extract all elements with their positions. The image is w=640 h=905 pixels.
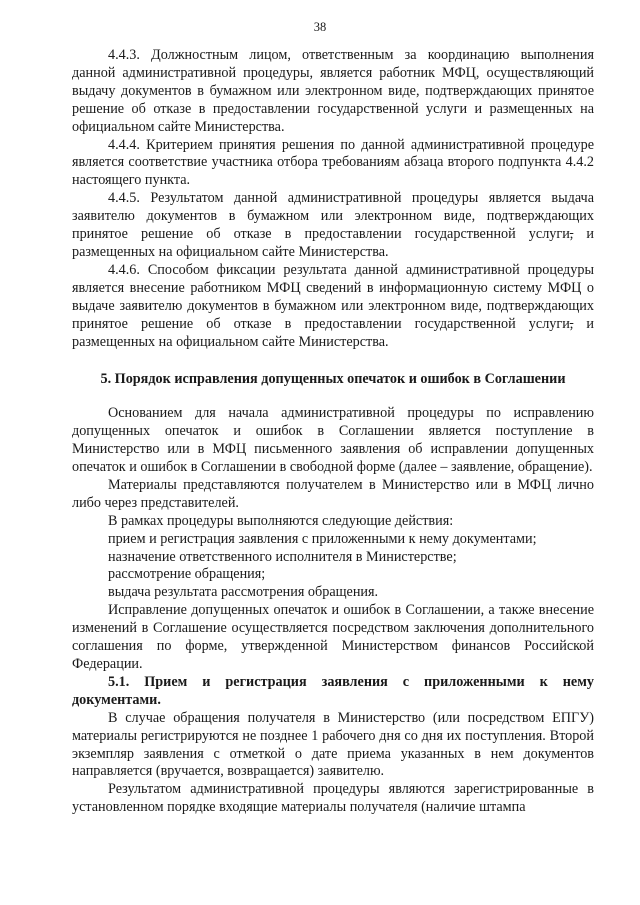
document-body xyxy=(72,47,594,817)
action-item: рассмотрение обращения; xyxy=(108,566,266,583)
paragraph-5-actions-intro: В рамках процедуры выполняются следующие действия: xyxy=(108,512,454,529)
page-number: 38 xyxy=(313,20,327,34)
paragraph-4-4-5 xyxy=(72,190,594,262)
paragraph-4-4-5-text-a: 4.4.5. Результатом данной административной процедуры является выдача заявителю документов в бумажном или электронном виде, подтверждающих принятое решение об отказе в предоставлении государственной услуги xyxy=(72,190,594,243)
paragraph-5-basis: Основанием для начала административной процедуры по исправлению допущенных опечаток и ошибок в Соглашении является поступление в Министерство или в МФЦ письменного заявления об исправлении допущенных опечаток и ошибок в Соглашении в свободной форме (далее – заявление, обращение). xyxy=(72,405,594,476)
paragraph-5-1-registration: В случае обращения получателя в Министерство (или посредством ЕПГУ) материалы регистрируются не позднее 1 рабочего дня со дня их поступления. Второй экземпляр заявления с отметкой о дате приема указанных в нем документов направляется (вручается, возвращается) заявителю. xyxy=(72,709,594,780)
paragraph-4-4-5-text-b: и размещенных на официальном сайте Министерства. xyxy=(72,226,594,260)
struck-comma: , xyxy=(569,315,574,332)
paragraph-4-4-3: 4.4.3. Должностным лицом, ответственным за координацию выполнения данной административной процедуры, является работник МФЦ, осуществляющий выдачу документов в бумажном или электронном виде, подтверждающих принятое решение об отказе в предоставлении государственной услуги и размещенных на официальном сайте Министерства. xyxy=(72,47,594,135)
subsection-5-1-heading: 5.1. Прием и регистрация заявления с приложенными к нему документами. xyxy=(72,673,594,708)
paragraph-4-4-4: 4.4.4. Критерием принятия решения по данной административной процедуре является соответствие участника отбора требованиям абзаца второго подпункта 4.4.2 настоящего пункта. xyxy=(72,136,594,189)
paragraph-5-1-result: Результатом административной процедуры являются зарегистрированные в установленном порядке входящие материалы получателя (наличие штампа xyxy=(72,781,594,816)
paragraph-5-corrections: Исправление допущенных опечаток и ошибок в Соглашении, а также внесение изменений в Соглашение осуществляется посредством заключения дополнительного соглашения по форме, утвержденной Министерством финансов Российской Федерации. xyxy=(72,602,594,672)
section-5-heading: 5. Порядок исправления допущенных опечаток и ошибок в Соглашении xyxy=(100,371,566,388)
paragraph-5-materials: Материалы представляются получателем в Министерство или в МФЦ лично либо через представителей. xyxy=(72,476,594,511)
paragraph-4-4-6 xyxy=(72,262,594,352)
action-item: прием и регистрация заявления с приложенными к нему документами; xyxy=(108,530,537,547)
action-item: выдача результата рассмотрения обращения. xyxy=(108,584,379,601)
action-item: назначение ответственного исполнителя в Министерстве; xyxy=(108,548,457,565)
paragraph-4-4-6-text-b: и размещенных на официальном сайте Министерства. xyxy=(72,315,594,350)
struck-comma: , xyxy=(569,226,574,243)
paragraph-4-4-6-text-a: 4.4.6. Способом фиксации результата данной административной процедуры является внесение работником МФЦ сведений в информационную систему МФЦ о выдаче заявителю документов в бумажном или электронном виде, подтверждающих принятое решение об отказе в предоставлении государственной услуги xyxy=(72,261,594,332)
